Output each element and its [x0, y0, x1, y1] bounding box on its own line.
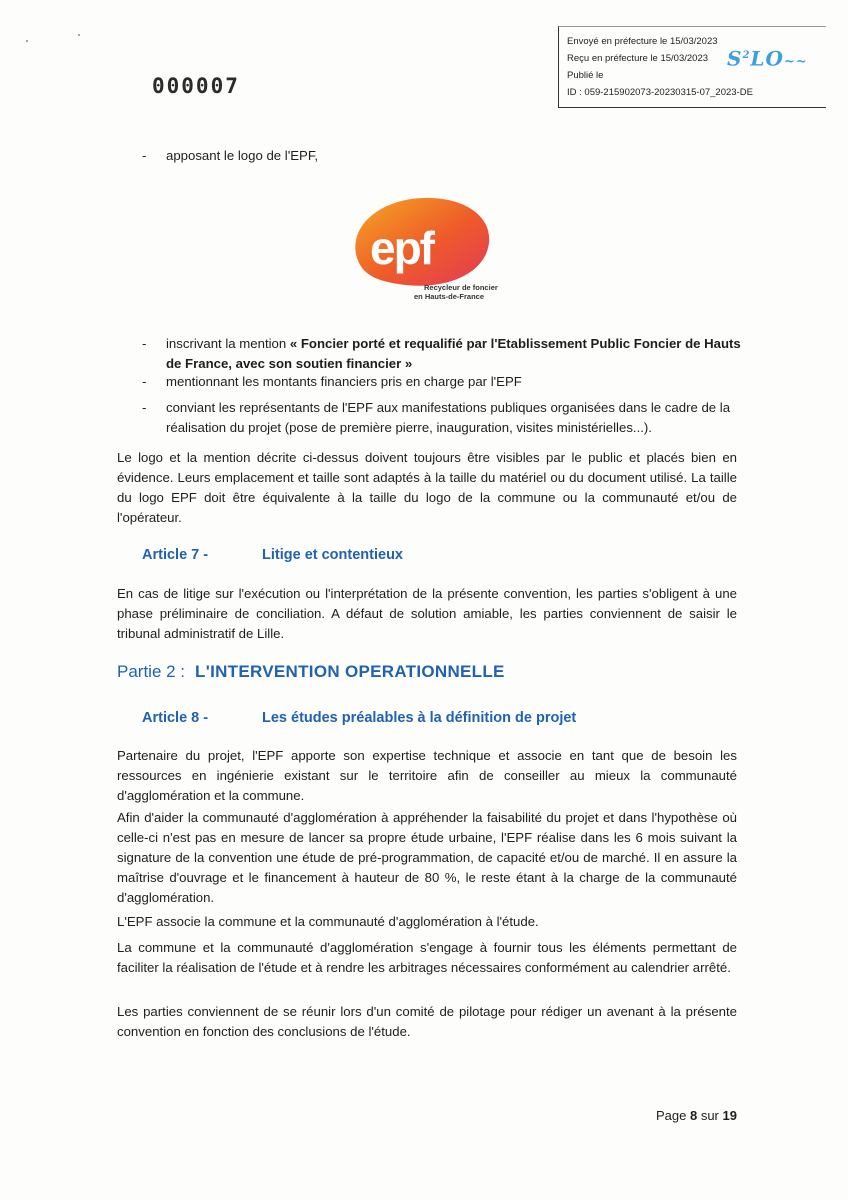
epf-tagline-2: en Hauts-de-France — [414, 292, 485, 301]
partie-2-title: L'INTERVENTION OPERATIONNELLE — [195, 662, 505, 681]
bullet-text: conviant les représentants de l'EPF aux manifestations publiques organisées dans le cadre de la réalisation du projet (pose de première pierre, inauguration, visites ministérielles...). — [166, 400, 731, 435]
article-8-paragraph: Afin d'aider la communauté d'agglomération à appréhender la faisabilité du projet et dans l'hypothèse où celle-ci n'est pas en mesure de lancer sa propre étude urbaine, l'EPF réalise dans les 6 mois suivant la signature de la convention une étude de pré-programmation, de capacité et/ou de marché. Il en assure la maîtrise d'ouvrage et le financement à hauteur de 80 %, le reste étant à la charge de la communauté d'agglomération. — [117, 810, 737, 905]
partie-2-label: Partie 2 : — [117, 662, 186, 681]
bullet-dash: - — [142, 400, 147, 415]
bullet-item — [142, 146, 742, 166]
bullet-text-bold: « Foncier porté et requalifié par l'Etablissement Public Foncier de Hauts de France, avec son soutien financier » — [166, 336, 741, 371]
article-7-title: Litige et contentieux — [262, 547, 403, 563]
epf-wordmark: epf — [370, 222, 433, 274]
epf-logo — [346, 192, 508, 304]
bullet-text: apposant le logo de l'EPF, — [166, 148, 319, 163]
article-8-paragraph: La commune et la communauté d'agglomération s'engage à fournir tous les éléments permettant de faciliter la réalisation de l'étude et à rendre les arbitrages nécessaires conformément au calendrier arrêté. — [117, 940, 737, 975]
article-8-title: Les études préalables à la définition de projet — [262, 710, 577, 726]
partie-2-heading — [117, 662, 505, 682]
document-number: 000007 — [152, 74, 240, 98]
bullet-text — [166, 334, 744, 374]
bullet-text: mentionnant les montants financiers pris en charge par l'EPF — [166, 374, 522, 389]
article-7-number: Article 7 - — [142, 547, 209, 563]
page-prefix: Page — [656, 1108, 690, 1123]
prefecture-stamp — [558, 26, 826, 108]
stamp-signature: $S^2LO\sim\sim$ — [727, 46, 808, 71]
stamp-id: ID : 059-215902073-20230315-07_2023-DE — [567, 87, 753, 98]
bullet-item — [142, 372, 742, 392]
bullet-text-plain: inscrivant la mention — [166, 336, 290, 351]
page-total: 19 — [722, 1108, 737, 1123]
article-8-paragraph: Partenaire du projet, l'EPF apporte son expertise technique et associe en tant que de besoin les ressources en ingénierie existant sur le territoire afin de conseiller au mieux la communauté d'agglomération et la commune. — [117, 748, 737, 803]
stamp-received-date: Reçu en préfecture le 15/03/2023 — [567, 53, 709, 64]
epf-tagline-1: Recycleur de foncier — [424, 283, 498, 292]
page-current: 8 — [689, 1108, 698, 1123]
bullet-dash: - — [142, 148, 147, 163]
article-8-paragraph: Les parties conviennent de se réunir lors d'un comité de pilotage pour rédiger un avenant à la présente convention en fonction des conclusions de l'étude. — [117, 1004, 737, 1039]
bullet-dash: - — [142, 336, 147, 351]
page-number — [656, 1108, 737, 1123]
bullet-dash: - — [142, 374, 147, 389]
bullet-item — [142, 334, 742, 374]
stamp-published: Publié le — [567, 70, 604, 81]
article-8-paragraph: L'EPF associe la commune et la communauté d'agglomération à l'étude. — [117, 914, 539, 929]
article-7-body: En cas de litige sur l'exécution ou l'interprétation de la présente convention, les parties s'obligent à une phase préliminaire de conciliation. A défaut de solution amiable, les parties conviennent de saisir le tribunal administratif de Lille. — [117, 586, 737, 641]
bullet-item — [142, 398, 742, 438]
page-middle: sur — [697, 1108, 723, 1123]
stamp-sent-date: Envoyé en préfecture le 15/03/2023 — [567, 36, 718, 47]
epf-logo-graphic — [346, 192, 508, 304]
paragraph-logo-rules: Le logo et la mention décrite ci-dessus doivent toujours être visibles par le public et placés bien en évidence. Leurs emplacement et taille sont adaptés à la taille du matériel ou du document utilisé. La taille du logo EPF doit être équivalente à la taille du logo de la commune ou la communauté et/ou de l'opérateur. — [117, 450, 737, 525]
article-8-number: Article 8 - — [142, 710, 209, 726]
